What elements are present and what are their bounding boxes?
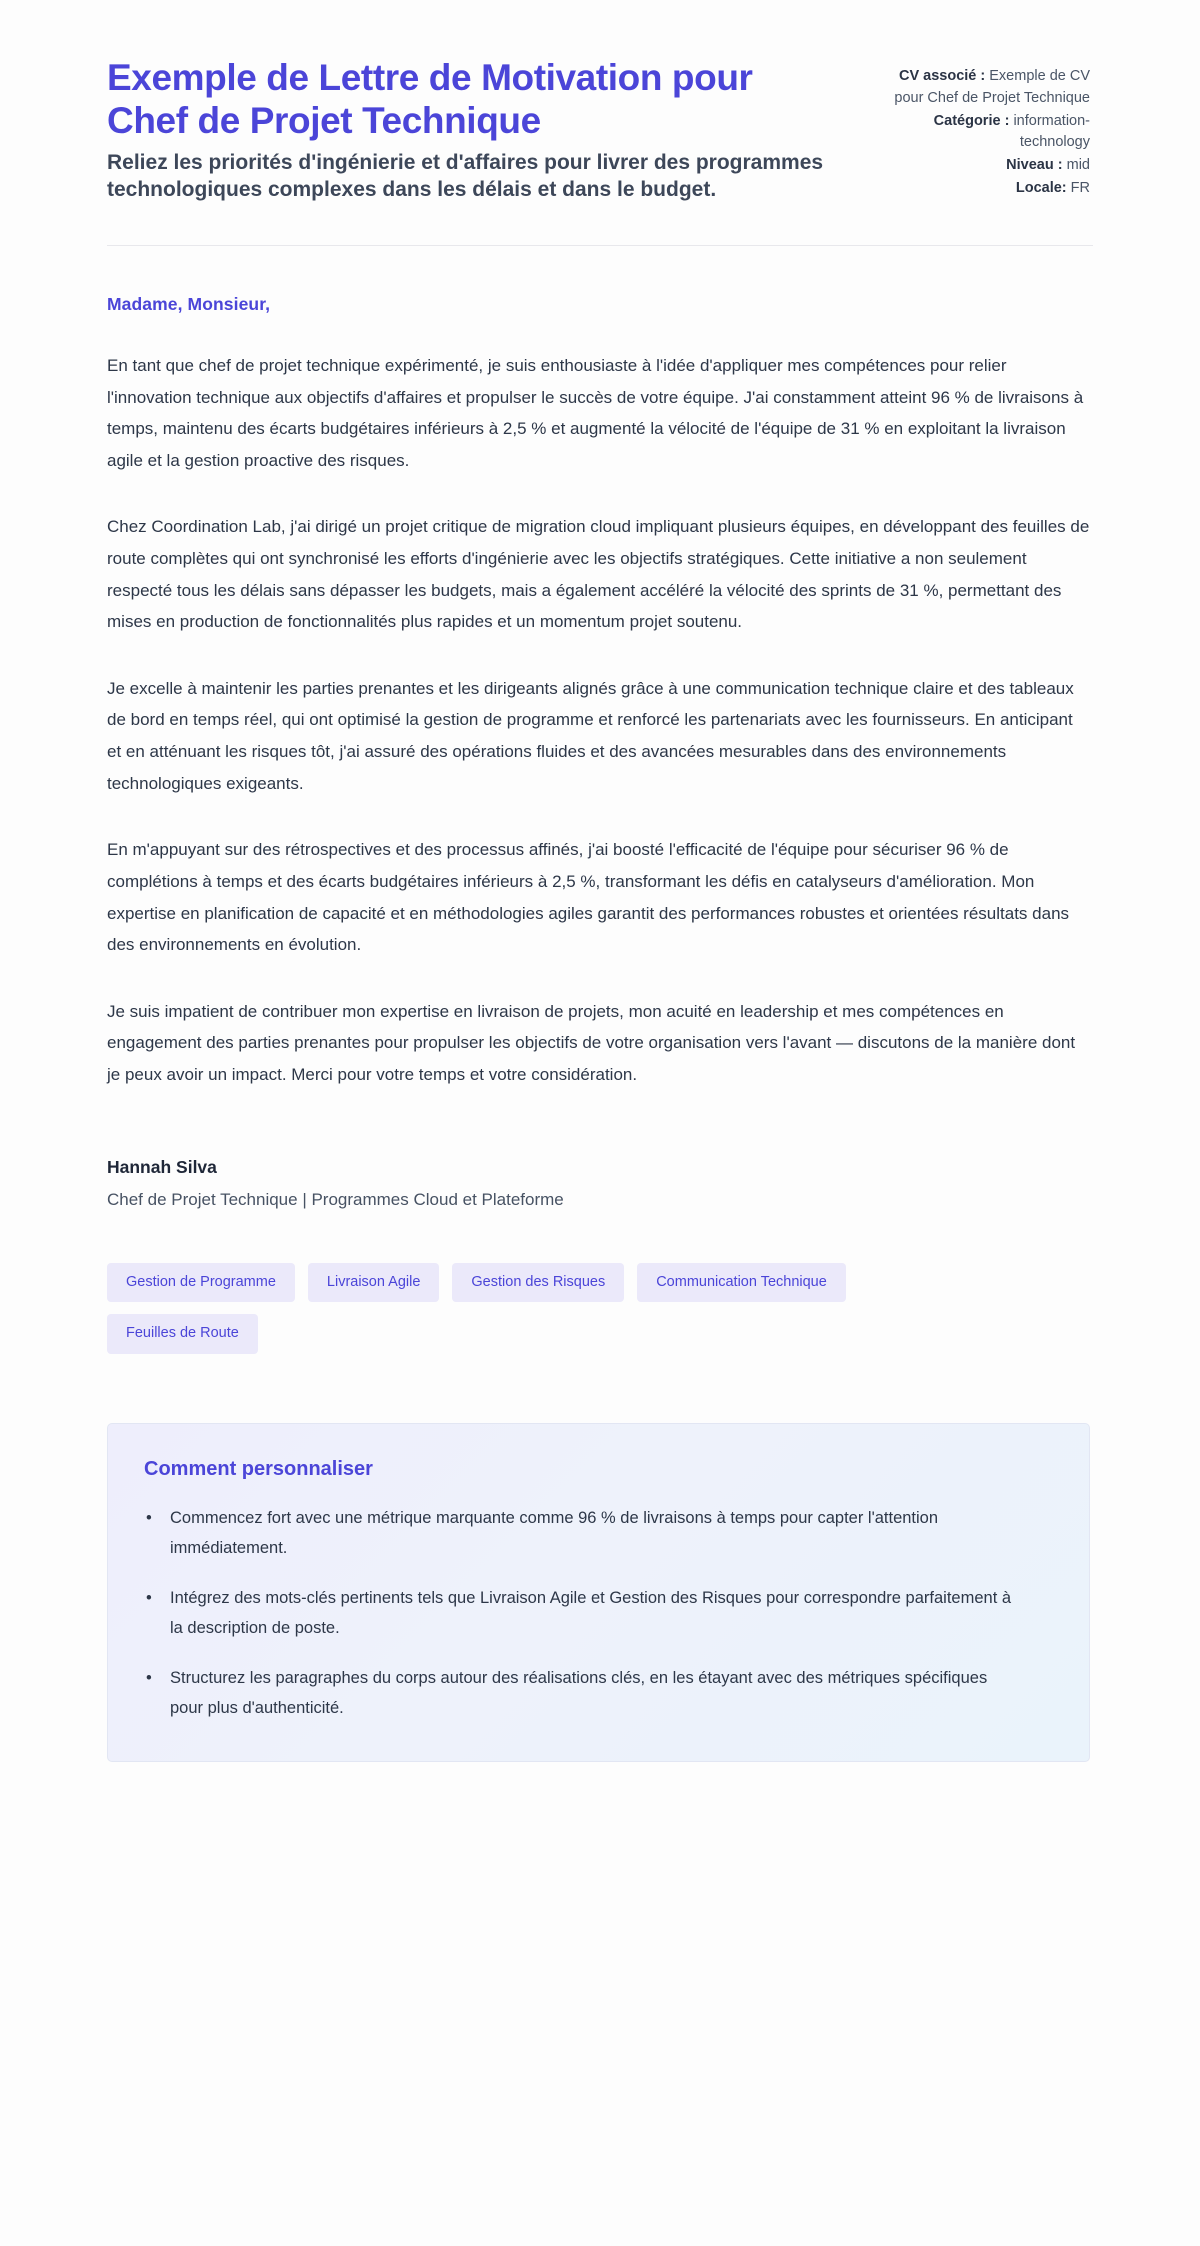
skill-tag[interactable]: Feuilles de Route — [107, 1314, 258, 1354]
header-text-block — [107, 56, 844, 204]
skill-tag-list — [0, 1263, 1000, 1354]
page-subtitle: Reliez les priorités d'ingénierie et d'affaires pour livrer des programmes technologiques complexes dans les délais et dans le budget. — [107, 150, 824, 202]
metadata-label: Niveau : — [1006, 157, 1063, 173]
customize-panel-title: Comment personnaliser — [144, 1457, 373, 1480]
metadata-row-category — [884, 111, 1090, 155]
letter-body — [0, 294, 1200, 1091]
customize-tip-item — [144, 1503, 1024, 1563]
metadata-label: CV associé : — [898, 68, 986, 84]
letter-paragraph: En m'appuyant sur des rétrospectives et des processus affinés, j'ai boosté l'efficacité de l'équipe pour sécuriser 96 % de complétions à temps et des écarts budgétaires inférieurs à 2,5 %, transformant les défis en catalyseurs d'amélioration. Mon expertise en planification de capacité et en méthodologies agiles garantit des performances robustes et orientées résultats dans des environnements en évolution. — [107, 840, 1070, 955]
letter-paragraph: En tant que chef de projet technique expérimenté, je suis enthousiaste à l'idée d'appliquer mes compétences pour relier l'innovation technique aux objectifs d'affaires et propulser le succès de votre équipe. J'ai constamment atteint 96 % de livraisons à temps, maintenu des écarts budgétaires inférieurs à 2,5 % et augmenté la vélocité de l'équipe de 31 % en exploitant la livraison agile et la gestion proactive des risques. — [107, 356, 1084, 470]
bullet-icon: • — [146, 1508, 152, 1527]
customize-tip-list — [144, 1503, 1049, 1723]
page-header — [0, 0, 1200, 204]
signature-block — [0, 1157, 1200, 1210]
customize-tip-text: Commencez fort avec une métrique marquante comme 96 % de livraisons à temps pour capter l'attention immédiatement. — [170, 1508, 939, 1557]
header-divider — [107, 245, 1093, 246]
metadata-row-associated-cv — [884, 66, 1090, 110]
customize-tip-item — [144, 1583, 1024, 1643]
page-title: Exemple de Lettre de Motivation pour Chef de Projet Technique — [107, 57, 753, 142]
bullet-icon: • — [146, 1588, 152, 1607]
skill-tag[interactable]: Gestion des Risques — [452, 1263, 624, 1303]
signature-role: Chef de Projet Technique | Programmes Cloud et Plateforme — [107, 1189, 564, 1209]
metadata-value: Exemple de CV pour Chef de Projet Technique — [894, 68, 1090, 106]
letter-salutation: Madame, Monsieur, — [107, 294, 271, 314]
customize-tip-text: Intégrez des mots-clés pertinents tels que Livraison Agile et Gestion des Risques pour correspondre parfaitement à la description de poste. — [170, 1588, 1012, 1637]
metadata-label: Catégorie : — [933, 112, 1010, 129]
letter-paragraph: Je excelle à maintenir les parties prenantes et les dirigeants alignés grâce à une communication technique claire et des tableaux de bord en temps réel, qui ont optimisé la gestion de programme et renforcé les partenariats avec les fournisseurs. En anticipant et en atténuant les risques tôt, j'ai assuré des opérations fluides et des avancées mesurables dans des environnements technologiques exigeants. — [107, 678, 1074, 793]
skill-tag[interactable]: Livraison Agile — [308, 1263, 440, 1303]
document-metadata — [884, 56, 1090, 201]
metadata-value: mid — [1066, 157, 1090, 173]
customize-panel — [107, 1423, 1090, 1762]
metadata-value: information-technology — [1013, 112, 1090, 151]
skill-tag[interactable]: Gestion de Programme — [107, 1263, 295, 1303]
metadata-label: Locale: — [1015, 179, 1067, 196]
signature-name: Hannah Silva — [107, 1156, 217, 1177]
bullet-icon: • — [146, 1668, 152, 1687]
customize-tip-item — [144, 1663, 1024, 1723]
metadata-value: FR — [1070, 179, 1090, 196]
metadata-row-locale — [884, 178, 1090, 200]
skill-tag[interactable]: Communication Technique — [637, 1263, 846, 1303]
customize-tip-text: Structurez les paragraphes du corps autour des réalisations clés, en les étayant avec des métriques spécifiques pour plus d'authenticité. — [170, 1668, 988, 1717]
metadata-row-level — [884, 155, 1090, 177]
letter-paragraph: Je suis impatient de contribuer mon expertise en livraison de projets, mon acuité en leadership et mes compétences en engagement des parties prenantes pour propulser les objectifs de votre organisation vers l'avant — discutons de la manière dont je peux avoir un impact. Merci pour votre temps et votre considération. — [107, 1001, 1076, 1084]
letter-paragraph: Chez Coordination Lab, j'ai dirigé un projet critique de migration cloud impliquant plusieurs équipes, en développant des feuilles de route complètes qui ont synchronisé les efforts d'ingénierie avec les objectifs stratégiques. Cette initiative a non seulement respecté tous les délais sans dépasser les budgets, mais a également accéléré la vélocité des sprints de 31 %, permettant des mises en production de fonctionnalités plus rapides et un momentum projet soutenu. — [107, 517, 1090, 632]
